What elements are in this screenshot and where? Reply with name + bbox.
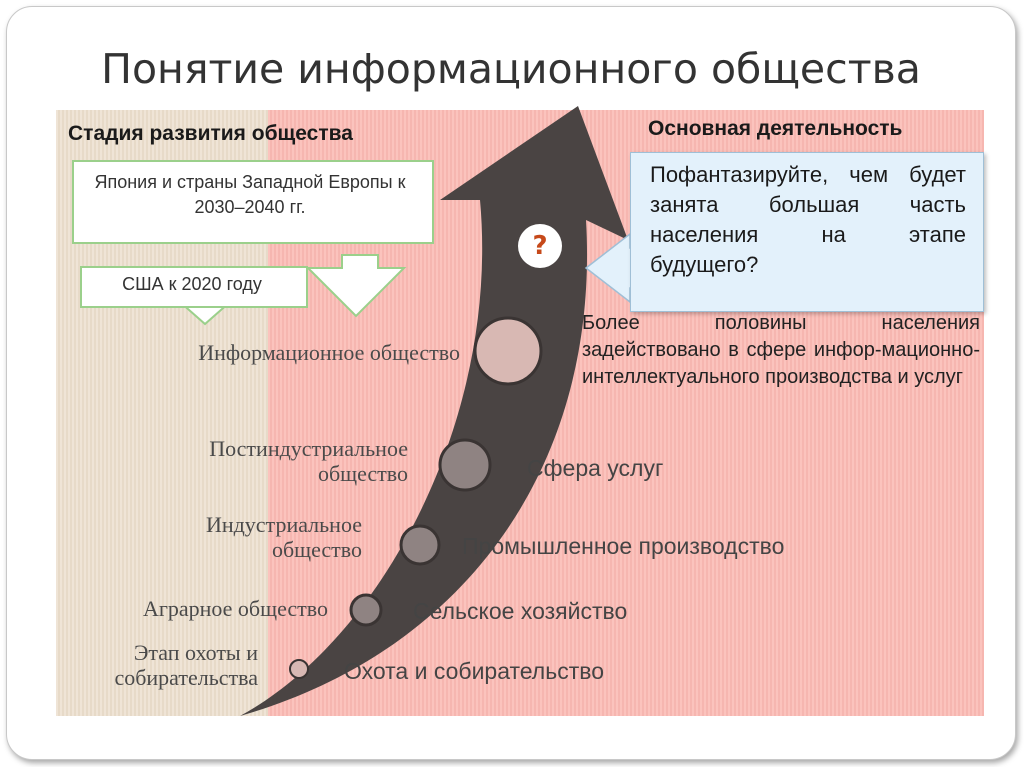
stage-marker-industrial xyxy=(401,526,439,564)
callout-top-arrow xyxy=(308,255,404,316)
slide-title: Понятие информационного общества xyxy=(101,45,921,93)
activity-agriculture: Сельское хозяйство xyxy=(413,598,628,624)
stage-marker-informational xyxy=(475,318,541,384)
stage-hunting: Этап охоты и собирательства xyxy=(114,640,258,691)
callout-japan-europe-text: Япония и страны Западной Европы к 2030–2040 гг. xyxy=(94,172,406,218)
activity-industry: Промышленное производство xyxy=(462,533,785,559)
informational-description: Более половины населения задействовано в сфере инфор-мационно-интеллектуального производства и услуг xyxy=(582,312,980,388)
stage-industrial: Индустриальное общество xyxy=(205,512,362,563)
callout-usa-text: США к 2020 году xyxy=(122,274,262,294)
stage-informational: Информационное общество xyxy=(198,340,460,365)
activities-header: Основная деятельность xyxy=(648,117,903,140)
stage-marker-agrarian xyxy=(351,595,381,625)
stage-postindustrial: Постиндустриальное общество xyxy=(209,436,408,487)
stage-agrarian: Аграрное общество xyxy=(142,596,328,621)
activity-services: Сфера услуг xyxy=(527,455,664,481)
question-text: Пофантазируйте, чем будет занята большая часть населения на этапе будущего? xyxy=(650,162,966,278)
stages-header: Стадия развития общества xyxy=(68,122,353,145)
stage-marker-hunting xyxy=(290,660,308,678)
activity-hunting: Охота и собирательство xyxy=(344,658,604,684)
question-mark-icon: ? xyxy=(532,231,548,261)
stage-marker-postindustrial xyxy=(440,440,490,490)
